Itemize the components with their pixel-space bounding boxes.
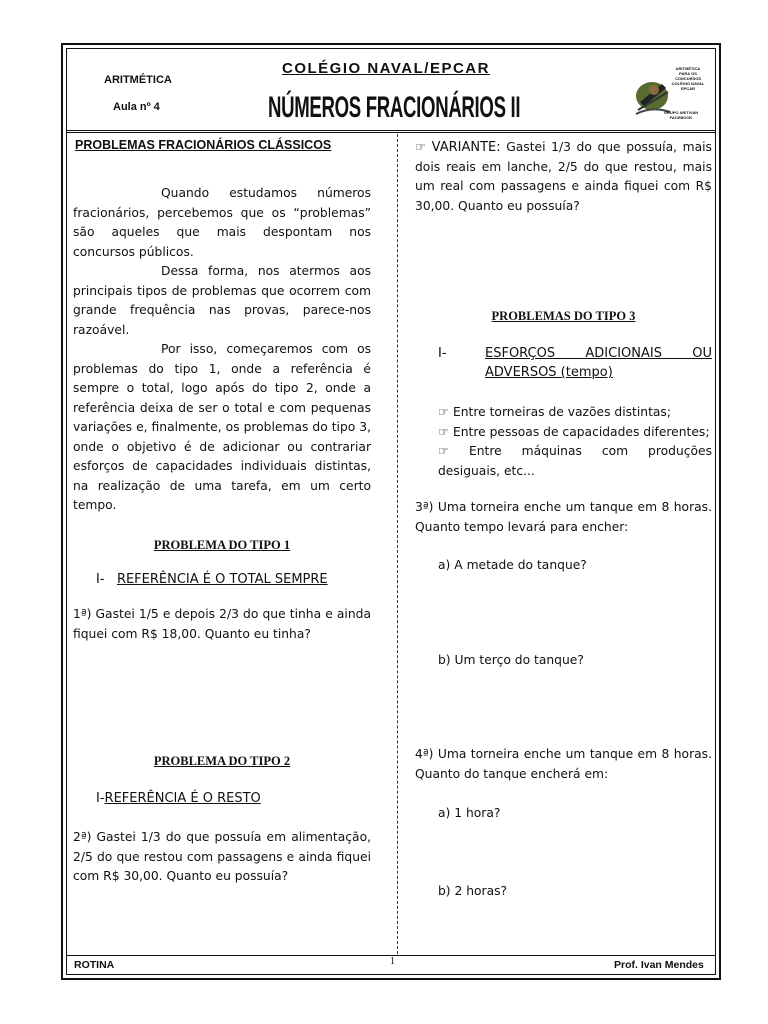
list-item	[438, 403, 712, 423]
intro-paragraph-1: Quando estudamos números fracionários, percebemos que os “problemas” são aqueles que mais despontam nos concursos públicos.	[73, 186, 371, 259]
pointing-hand-icon: ☞	[438, 405, 450, 419]
lesson-label: Aula nº 4	[113, 101, 160, 113]
tipo1-subheading	[96, 570, 328, 590]
logo-line: EPCAR	[680, 86, 695, 91]
pointing-hand-icon: ☞	[438, 424, 450, 439]
question-2: 2ª) Gastei 1/3 do que possuía em alimentação, 2/5 do que restou com passagens e ainda fiquei com R$ 30,00. Quanto eu possuía?	[73, 830, 371, 883]
question-3a: a) A metade do tanque?	[438, 558, 587, 572]
school-name: COLÉGIO NAVAL/EPCAR	[282, 60, 490, 77]
list-item	[438, 423, 712, 443]
column-divider	[397, 134, 398, 954]
variant-text: Gastei 1/3 do que possuía, mais dois reais em lanche, 2/5 do que restou, mais um real com passagens e ainda fiquei com R$ 30,00. Quanto eu possuía?	[415, 140, 712, 213]
question-4a: a) 1 hora?	[438, 806, 501, 820]
page-title: NÚMEROS FRACIONÁRIOS II	[268, 91, 521, 124]
variant-paragraph	[415, 138, 712, 216]
logo	[632, 62, 708, 124]
list-item-text: Entre pessoas de capacidades diferentes;	[452, 424, 710, 439]
variant-label: VARIANTE:	[431, 140, 501, 155]
intro-paragraph-3: Por isso, começaremos com os problemas do tipo 1, onde a referência é sempre o total, logo após do tipo 2, onde a referência deixa de ser o total e com pequenas variações e, finalmente, os problemas do tipo 3, onde o objetivo é de adicionar ou contrariar esforços de capacidades individuais distintas, na realização de uma tarefa, em um certo tempo.	[73, 342, 371, 512]
logo-line: CONCURSOS	[674, 76, 701, 81]
logo-line: COLÉGIO NAVAL	[671, 81, 705, 86]
intro-paragraph-2: Dessa forma, nos atermos aos principais tipos de problemas que ocorrem com grande frequência nas provas, parece-nos razoável.	[73, 264, 371, 337]
tipo2-heading: PROBLEMA DO TIPO 2	[153, 754, 291, 768]
question-3b: b) Um terço do tanque?	[438, 653, 584, 667]
question-4b: b) 2 horas?	[438, 884, 508, 898]
bullet-list	[438, 403, 712, 481]
header-divider	[66, 130, 716, 133]
tipo2-numeral: I-	[96, 791, 105, 806]
question-1: 1ª) Gastei 1/5 e depois 2/3 do que tinha e ainda fiquei com R$ 18,00. Quanto eu tinha?	[73, 607, 371, 641]
tipo1-subheading-text: REFERÊNCIA É O TOTAL SEMPRE	[116, 572, 328, 587]
pointing-hand-icon: ☞	[415, 140, 427, 154]
tipo3-heading: PROBLEMAS DO TIPO 3	[491, 309, 636, 323]
tipo1-heading: PROBLEMA DO TIPO 1	[153, 538, 291, 552]
tipo2-subheading	[96, 789, 261, 809]
pointing-hand-icon: ☞	[438, 444, 450, 458]
footer-author: Prof. Ivan Mendes	[614, 959, 704, 971]
subject-label: ARITMÉTICA	[104, 74, 172, 86]
list-item-text: Entre torneiras de vazões distintas;	[452, 405, 671, 419]
logo-line: GRUPO ARITIVAN	[663, 110, 699, 115]
section-title-left: PROBLEMAS FRACIONÁRIOS CLÁSSICOS	[75, 138, 332, 152]
page-number: 1	[390, 956, 395, 967]
footer-left: ROTINA	[74, 959, 115, 971]
question-3: 3ª) Uma torneira enche um tanque em 8 horas. Quanto tempo levará para encher:	[415, 500, 712, 534]
tipo1-numeral: I-	[96, 572, 105, 587]
question-4: 4ª) Uma torneira enche um tanque em 8 horas. Quanto do tanque encherá em:	[415, 747, 712, 781]
logo-line: FACEBOOK	[669, 115, 693, 120]
tipo3-numeral: I-	[438, 346, 447, 361]
list-item-text: Entre máquinas com produções desiguais, etc...	[438, 444, 712, 478]
list-item	[438, 442, 712, 481]
logo-line: ARITMÉTICA	[675, 66, 701, 71]
tipo3-subheading-text: ESFORÇOS ADICIONAIS OU ADVERSOS (tempo)	[485, 346, 712, 380]
logo-line: PARA OS	[679, 71, 697, 76]
tipo2-subheading-text: REFERÊNCIA É O RESTO	[104, 791, 261, 806]
